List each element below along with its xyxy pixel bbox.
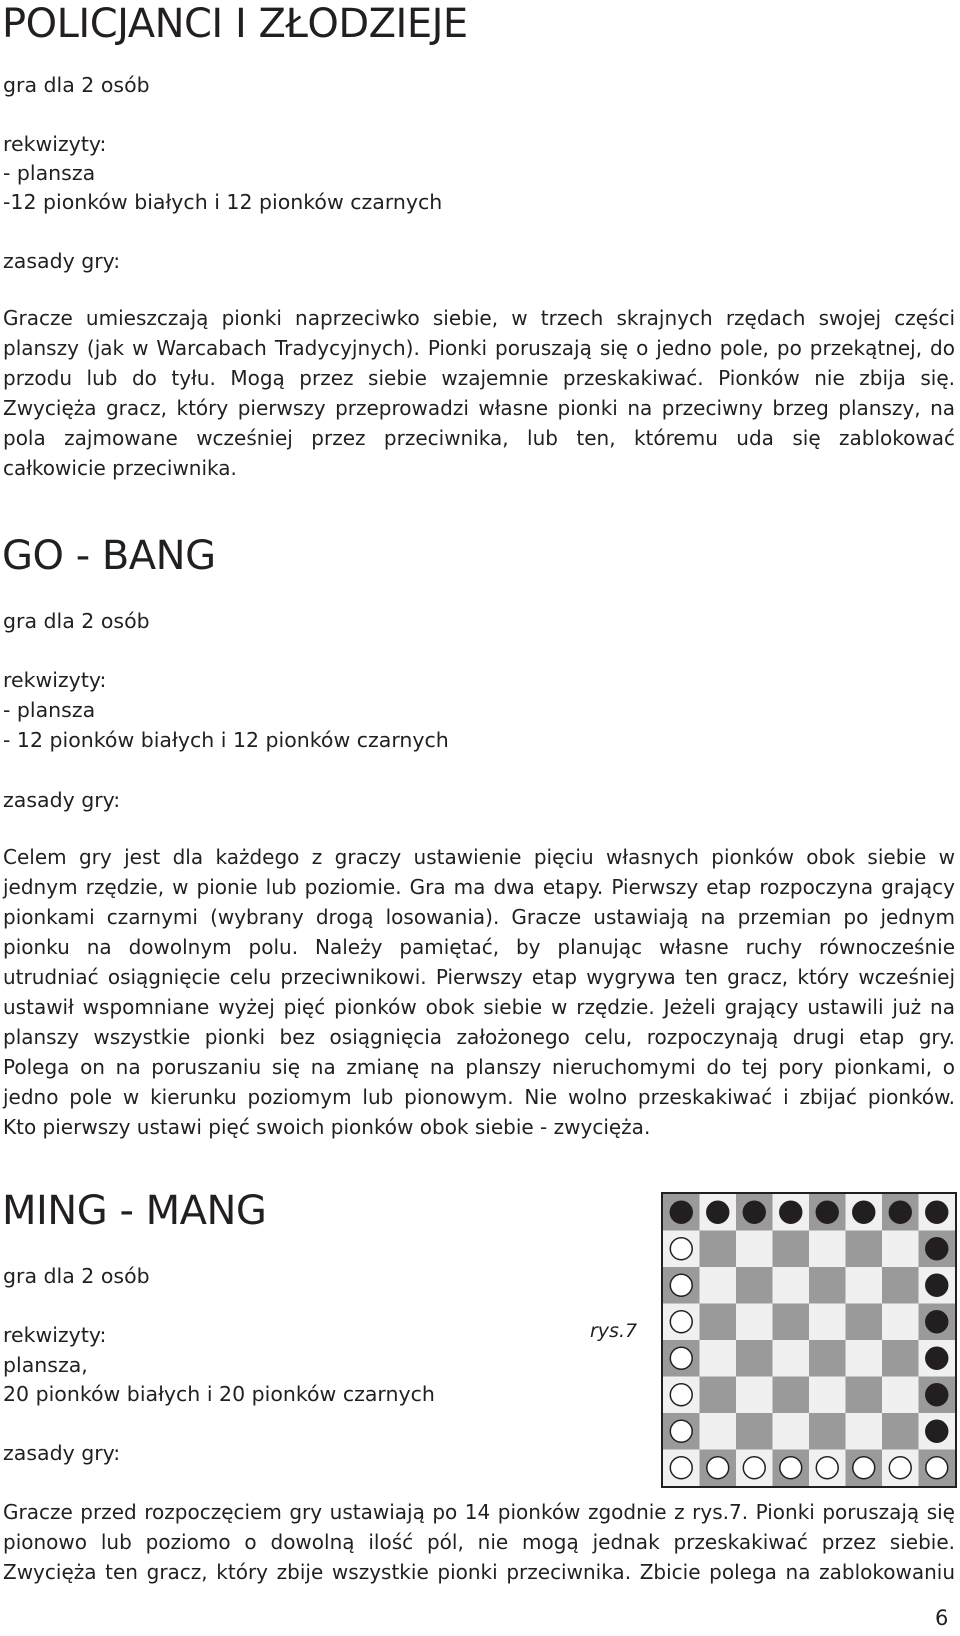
black-piece — [926, 1311, 948, 1333]
black-piece — [853, 1201, 875, 1223]
players-policjanci: gra dla 2 osób — [3, 73, 150, 97]
props-label-policjanci: rekwizyty: — [3, 132, 107, 156]
rules-line: planszy (jak w Warcabach Tradycyjnych). Pionki poruszają się o jedno pole, po przekątnej, do — [3, 336, 955, 360]
board-square — [700, 1377, 737, 1414]
board-square — [773, 1377, 810, 1414]
props-item: - 12 pionków białych i 12 pionków czarnych — [3, 728, 449, 752]
white-piece — [670, 1238, 692, 1260]
board-square — [882, 1340, 919, 1377]
board-square — [736, 1377, 773, 1414]
board-square — [773, 1267, 810, 1304]
board-square — [700, 1413, 737, 1450]
rules-line: Zwycięża ten gracz, który zbije wszystkie pionki przeciwnika. Zbicie polega na zablokowaniu — [3, 1560, 955, 1584]
rules-text-go-bang — [3, 842, 955, 1142]
props-label-ming-mang: rekwizyty: — [3, 1323, 107, 1347]
board-square — [809, 1304, 846, 1341]
white-piece — [670, 1457, 692, 1479]
rules-line: pionku na dowolnym polu. Należy pamiętać, by planując własne ruchy równocześnie — [3, 935, 955, 959]
white-piece — [926, 1457, 948, 1479]
board-square — [882, 1413, 919, 1450]
players-ming-mang: gra dla 2 osób — [3, 1264, 150, 1288]
board-square — [700, 1304, 737, 1341]
board-square — [736, 1413, 773, 1450]
board-square — [736, 1340, 773, 1377]
props-item: - plansza — [3, 698, 96, 722]
rules-line: pionkami czarnymi (wybrany drogą losowania). Gracze ustawiają na przemian po jednym — [3, 905, 955, 929]
rules-label-go-bang: zasady gry: — [3, 788, 121, 812]
board-square — [700, 1267, 737, 1304]
black-piece — [926, 1384, 948, 1406]
props-item: 20 pionków białych i 20 pionków czarnych — [3, 1382, 435, 1406]
rules-line: Polega on na poruszaniu się na zmianę na planszy nieruchomymi do tej pory pionkami, o — [3, 1055, 955, 1079]
board-square — [846, 1377, 883, 1414]
rules-line: pola zajmowane wcześniej przez przeciwnika, lub ten, któremu uda się zablokować — [3, 426, 955, 450]
rules-line: Kto pierwszy ustawi pięć swoich pionków obok siebie - zwycięża. — [3, 1115, 651, 1139]
rules-line: utrudniać osiągnięcie celu przeciwnikowi. Pierwszy etap wygrywa ten gracz, który wcześniej — [3, 965, 955, 989]
black-piece — [926, 1274, 948, 1296]
page-number: 6 — [935, 1606, 949, 1630]
props-item: plansza, — [3, 1353, 88, 1377]
board-square — [700, 1231, 737, 1268]
section-title-go-bang: GO - BANG — [2, 533, 216, 579]
figure-caption: rys.7 — [590, 1320, 638, 1342]
rules-line: ustawił wspomniane wyżej pięć pionków obok siebie w rzędzie. Jeżeli grający ustawili już na — [3, 995, 955, 1019]
board-square — [773, 1231, 810, 1268]
section-title-policjanci: POLICJANCI I ZŁODZIEJE — [2, 1, 468, 47]
white-piece — [743, 1457, 765, 1479]
black-piece — [743, 1201, 765, 1223]
board-square — [809, 1231, 846, 1268]
rules-line: pionowo lub poziomo o dowolną ilość pól, nie mogą jednak przeskakiwać przez siebie. — [3, 1530, 955, 1554]
board-square — [773, 1413, 810, 1450]
white-piece — [670, 1384, 692, 1406]
black-piece — [926, 1238, 948, 1260]
rules-line: całkowicie przeciwnika. — [3, 456, 237, 480]
board-square — [846, 1267, 883, 1304]
board-square — [846, 1304, 883, 1341]
black-piece — [926, 1420, 948, 1442]
board-square — [882, 1377, 919, 1414]
white-piece — [889, 1457, 911, 1479]
props-label-go-bang: rekwizyty: — [3, 668, 107, 692]
board-square — [882, 1231, 919, 1268]
white-piece — [707, 1457, 729, 1479]
players-go-bang: gra dla 2 osób — [3, 609, 150, 633]
black-piece — [926, 1201, 948, 1223]
rules-line: jedno pole w kierunku poziomym lub pionowym. Nie wolno przeskakiwać i zbijać pionków. — [3, 1085, 955, 1109]
rules-label-policjanci: zasady gry: — [3, 249, 121, 273]
white-piece — [853, 1457, 875, 1479]
white-piece — [670, 1311, 692, 1333]
board-square — [736, 1267, 773, 1304]
rules-line: Gracze umieszczają pionki naprzeciwko siebie, w trzech skrajnych rzędach swojej części — [3, 306, 955, 330]
board-square — [882, 1304, 919, 1341]
rules-label-ming-mang: zasady gry: — [3, 1441, 121, 1465]
white-piece — [780, 1457, 802, 1479]
board-square — [700, 1340, 737, 1377]
black-piece — [926, 1347, 948, 1369]
rules-text-ming-mang — [3, 1497, 955, 1587]
rules-line: planszy wszystkie pionki bez osiągnięcia założonego celu, rozpoczynają drugi etap gry. — [3, 1025, 955, 1049]
rules-line: przodu lub do tyłu. Mogą przez siebie wzajemnie przeskakiwać. Pionków nie zbija się. — [3, 366, 955, 390]
white-piece — [670, 1347, 692, 1369]
board-square — [882, 1267, 919, 1304]
rules-text-policjanci — [3, 303, 955, 483]
board-square — [846, 1231, 883, 1268]
white-piece — [670, 1274, 692, 1296]
board-diagram — [663, 1194, 955, 1486]
props-item: - plansza — [3, 161, 96, 185]
props-item: -12 pionków białych i 12 pionków czarnych — [3, 190, 443, 214]
black-piece — [670, 1201, 692, 1223]
board-square — [846, 1340, 883, 1377]
board-square — [809, 1377, 846, 1414]
section-title-ming-mang: MING - MANG — [2, 1188, 267, 1234]
board-square — [736, 1231, 773, 1268]
rules-line: jednym rzędzie, w pionie lub poziomie. Gra ma dwa etapy. Pierwszy etap rozpoczyna grający — [3, 875, 955, 899]
white-piece — [670, 1420, 692, 1442]
black-piece — [816, 1201, 838, 1223]
ming-mang-board-figure — [661, 1192, 957, 1488]
board-square — [736, 1304, 773, 1341]
board-square — [809, 1267, 846, 1304]
black-piece — [780, 1201, 802, 1223]
black-piece — [889, 1201, 911, 1223]
rules-line: Zwycięża gracz, który pierwszy przeprowadzi własne pionki na przeciwny brzeg planszy, na — [3, 396, 955, 420]
board-square — [809, 1340, 846, 1377]
board-square — [773, 1304, 810, 1341]
black-piece — [707, 1201, 729, 1223]
rules-line: Gracze przed rozpoczęciem gry ustawiają po 14 pionków zgodnie z rys.7. Pionki poruszają się — [3, 1500, 955, 1524]
board-square — [809, 1413, 846, 1450]
rules-line: Celem gry jest dla każdego z graczy ustawienie pięciu własnych pionków obok siebie w — [3, 845, 955, 869]
white-piece — [816, 1457, 838, 1479]
board-square — [773, 1340, 810, 1377]
board-square — [846, 1413, 883, 1450]
